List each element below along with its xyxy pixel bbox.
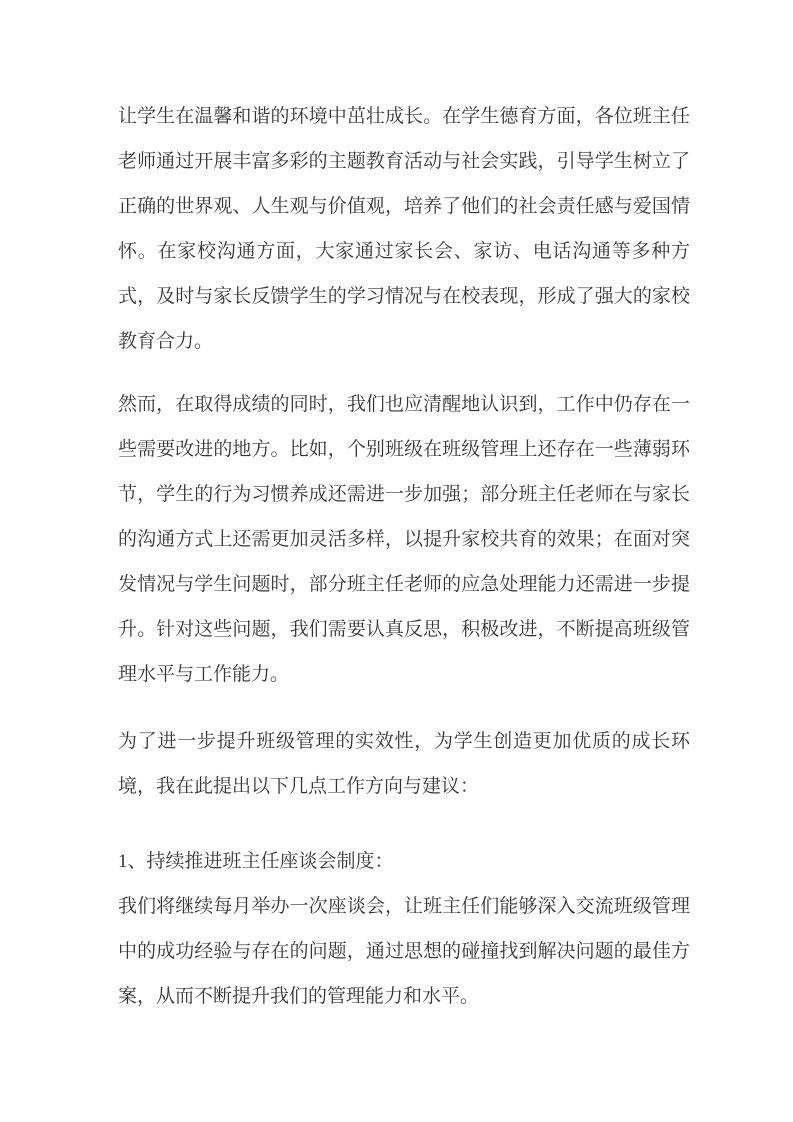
paragraph-item-1-heading: 1、持续推进班主任座谈会制度：: [118, 851, 394, 872]
paragraph-shortcomings: 然而，在取得成绩的同时，我们也应清醒地认识到，工作中仍存在一些需要改进的地方。比如，个别班级在班级管理上还存在一些薄弱环节，学生的行为习惯养成还需进一步加强；部分班主任老师在与家长的沟通方式上还需更加灵活多样，以提升家校共育的效果；在面对突发情况与学生问题时，部分班主任老师的应急处理能力还需进一步提升。针对这些问题，我们需要认真反思，积极改进，不断提高班级管理水平与工作能力。: [118, 394, 690, 685]
paragraph-achievements: 让学生在温馨和谐的环境中茁壮成长。在学生德育方面，各位班主任老师通过开展丰富多彩的主题教育活动与社会实践，引导学生树立了正确的世界观、人生观与价值观，培养了他们的社会责任感与爱国情怀。在家校沟通方面，大家通过家长会、家访、电话沟通等多种方式，及时与家长反馈学生的学习情况与在校表现，形成了强大的家校教育合力。: [118, 106, 690, 352]
document-body: [118, 94, 690, 1019]
paragraph-suggestions-intro: 为了进一步提升班级管理的实效性，为学生创造更加优质的成长环境，我在此提出以下几点工作方向与建议：: [118, 731, 690, 797]
paragraph-item-1-body: 我们将继续每月举办一次座谈会，让班主任们能够深入交流班级管理中的成功经验与存在的问题，通过思想的碰撞找到解决问题的最佳方案，从而不断提升我们的管理能力和水平。: [118, 896, 690, 1007]
